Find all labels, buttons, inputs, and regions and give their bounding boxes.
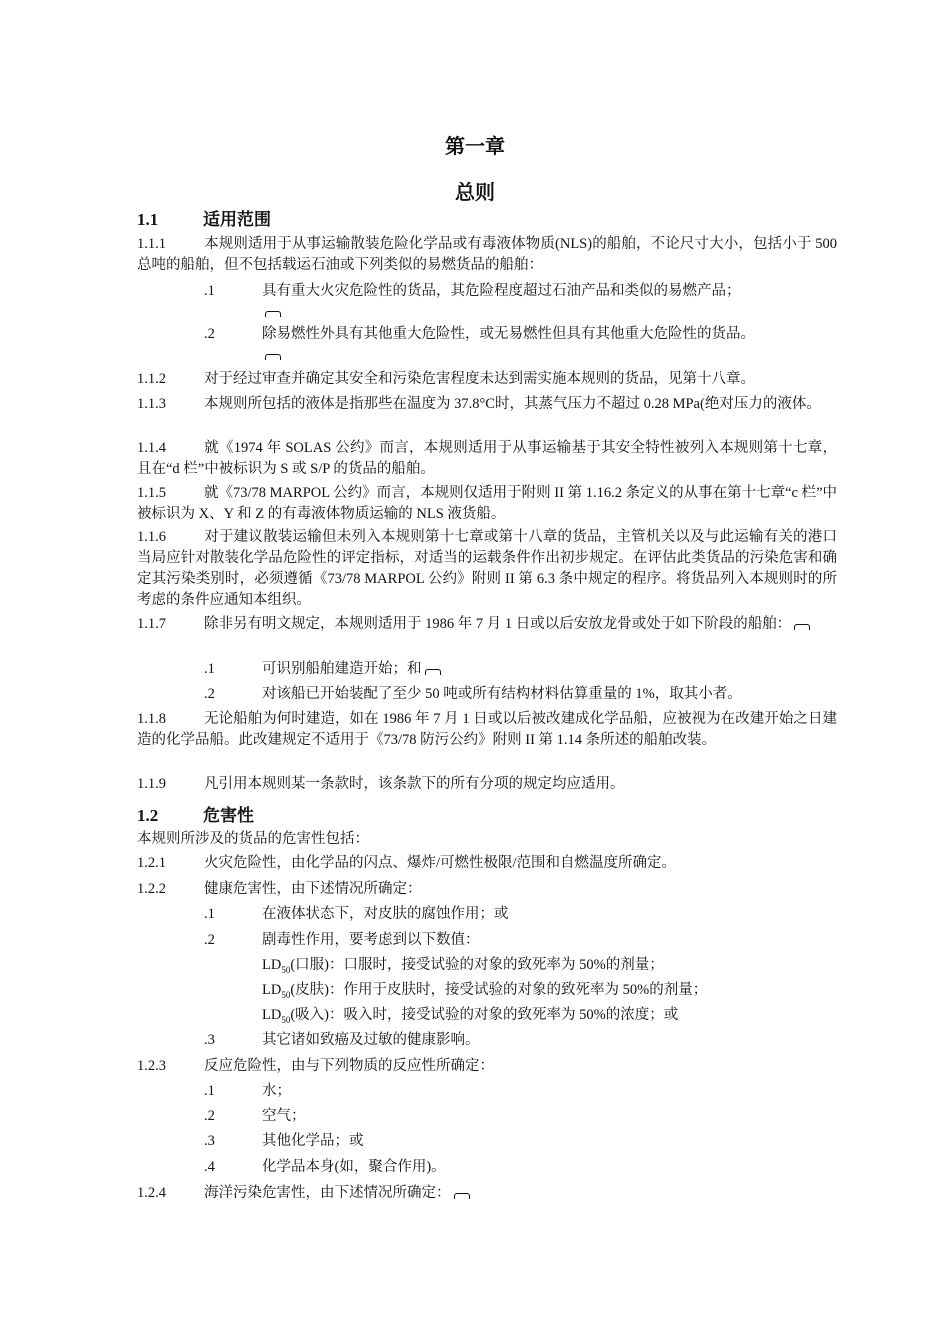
- ld-subscript: 50: [281, 964, 291, 975]
- section-1-1-heading: [137, 205, 271, 230]
- clause-number: 1.2.1: [137, 855, 166, 871]
- item-number: .3: [204, 1032, 215, 1048]
- item-number: .1: [204, 1083, 215, 1099]
- item-text: 其他化学品；或: [262, 1133, 364, 1149]
- item-text: 空气；: [262, 1108, 306, 1124]
- item-text: 其它诸如致癌及过敏的健康影响。: [262, 1032, 480, 1048]
- item-text: 剧毒性作用，要考虑到以下数值：: [262, 932, 480, 948]
- item-1-2-3-4: [204, 1157, 844, 1178]
- clause-1-1-7: [137, 614, 837, 635]
- ld-prefix: LD: [262, 982, 282, 998]
- item-1-2-3-1: [204, 1081, 844, 1102]
- clause-1-1-4: [137, 438, 837, 480]
- item-number: .2: [204, 1108, 215, 1124]
- item-text: 除易燃性外具有其他重大危险性，或无易燃性但具有其他重大危险性的货品。: [262, 326, 755, 342]
- clause-1-2-1: [137, 853, 837, 874]
- item-number: .1: [204, 661, 215, 677]
- item-text: 化学品本身(如，聚合作用)。: [262, 1159, 446, 1175]
- ld-subscript: 50: [281, 1014, 291, 1025]
- clause-1-1-3: [137, 394, 837, 415]
- item-text: 对该船已开始装配了至少 50 吨或所有结构材料估算重量的 1%，取其小者。: [262, 686, 742, 702]
- clause-1-1-1: [137, 234, 837, 276]
- ld-text: (皮肤)：作用于皮肤时，接受试验的对象的致死率为 50%的剂量；: [290, 982, 708, 998]
- item-number: .1: [204, 906, 215, 922]
- clause-number: 1.1.3: [137, 396, 166, 412]
- item-text: 在液体状态下，对皮肤的腐蚀作用；或: [262, 906, 509, 922]
- item-text: 具有重大火灾危险性的货品，其危险程度超过石油产品和类似的易燃产品；: [262, 283, 741, 299]
- item-1-1-7-2: [204, 684, 844, 705]
- clause-number: 1.2.2: [137, 881, 166, 897]
- clause-number: 1.1.7: [137, 616, 166, 632]
- revision-mark: [454, 1193, 470, 1199]
- clause-number: 1.1.4: [137, 440, 166, 456]
- section-number: 1.1: [137, 210, 159, 229]
- item-number: .2: [204, 686, 215, 702]
- clause-text: 对于经过审查并确定其安全和污染危害程度未达到需实施本规则的货品，见第十八章。: [204, 371, 755, 387]
- clause-number: 1.2.4: [137, 1185, 166, 1201]
- item-number: .2: [204, 326, 215, 342]
- item-text: 水；: [262, 1083, 291, 1099]
- clause-text: 无论船舶为何时建造，如在 1986 年 7 月 1 日或以后被改建成化学品船，应被视为在改建开始之日建造的化学品船。此改建规定不适用于《73/78 防污公约》附则 II 第 1.14 条所述的船舶改装。: [137, 711, 837, 748]
- clause-1-2-3: [137, 1056, 837, 1077]
- clause-text: 凡引用本规则某一条款时，该条款下的所有分项的规定均应适用。: [204, 776, 625, 792]
- item-1-2-2-3: [204, 1030, 844, 1051]
- item-1-1-1-1: [204, 281, 844, 302]
- item-1-2-3-2: [204, 1106, 844, 1127]
- chapter-heading: 第一章: [445, 134, 505, 158]
- clause-text: 海洋污染危害性，由下述情况所确定：: [204, 1185, 451, 1201]
- clause-number: 1.1.1: [137, 236, 166, 252]
- clause-text: 本规则适用于从事运输散装危险化学品或有毒液体物质(NLS)的船舶，不论尺寸大小，包括小于 500 总吨的船舶，但不包括载运石油或下列类似的易燃货品的船舶：: [137, 236, 837, 273]
- clause-number: 1.2.3: [137, 1058, 166, 1074]
- clause-text: 对于建议散装运输但未列入本规则第十七章或第十八章的货品，主管机关以及与此运输有关的港口当局应针对散装化学品危险性的评定指标，对适当的运载条件作出初步规定。在评估此类货品的污染危害和确定其污染类别时，必须遵循《73/78 MARPOL 公约》附则 II 第 6.3 条中规定的程序。将货品列入本规则时的所考虑的条件应通知本组织。: [137, 529, 837, 608]
- item-1-2-2-1: [204, 904, 844, 925]
- revision-mark: [265, 311, 281, 317]
- clause-1-2-4: [137, 1183, 837, 1204]
- item-number: .3: [204, 1133, 215, 1149]
- revision-mark: [794, 624, 810, 630]
- clause-number: 1.1.2: [137, 371, 166, 387]
- ld-subscript: 50: [281, 989, 291, 1000]
- clause-number: 1.1.9: [137, 776, 166, 792]
- clause-number: 1.1.6: [137, 529, 166, 545]
- ld-prefix: LD: [262, 1007, 282, 1023]
- ld50-oral: [262, 955, 822, 981]
- section-1-2-heading: [137, 801, 254, 826]
- chapter-title: 总则: [455, 180, 495, 204]
- revision-mark: [265, 354, 281, 360]
- section-title: 危害性: [203, 806, 254, 826]
- item-1-2-3-3: [204, 1131, 844, 1152]
- clause-1-1-9: [137, 774, 837, 795]
- clause-1-1-6: [137, 527, 837, 611]
- clause-text: 本规则所包括的液体是指那些在温度为 37.8°C时，其蒸气压力不超过 0.28 MPa(绝对压力的液体。: [204, 396, 821, 412]
- section-title: 适用范围: [203, 210, 271, 230]
- clause-text: 就《1974 年 SOLAS 公约》而言，本规则适用于从事运输基于其安全特性被列入本规则第十七章，且在“d 栏”中被标识为 S 或 S/P 的货品的船舶。: [137, 440, 837, 477]
- clause-number: 1.1.8: [137, 711, 166, 727]
- clause-text: 火灾危险性，由化学品的闪点、爆炸/可燃性极限/范围和自燃温度所确定。: [204, 855, 677, 871]
- clause-text: 除非另有明文规定，本规则适用于 1986 年 7 月 1 日或以后安放龙骨或处于如下阶段的船舶：: [204, 616, 792, 632]
- item-number: .1: [204, 283, 215, 299]
- clause-1-1-2: [137, 369, 837, 390]
- item-text: 可识别船舶建造开始；和: [262, 661, 422, 677]
- section-intro: 本规则所涉及的货品的危害性包括：: [137, 831, 369, 847]
- clause-text: 健康危害性，由下述情况所确定：: [204, 881, 422, 897]
- clause-text: 反应危险性，由与下列物质的反应性所确定：: [204, 1058, 494, 1074]
- item-1-1-1-2: [204, 324, 844, 345]
- item-number: .2: [204, 932, 215, 948]
- ld-text: (吸入)：吸入时，接受试验的对象的致死率为 50%的浓度；或: [290, 1007, 679, 1023]
- ld50-inhalation: [262, 1005, 822, 1031]
- clause-text: 就《73/78 MARPOL 公约》而言，本规则仅适用于附则 II 第 1.16.2 条定义的从事在第十七章“c 栏”中被标识为 X、Y 和 Z 的有毒液体物质运输的 NLS 液货船。: [137, 485, 838, 522]
- item-1-1-7-1: [204, 659, 844, 680]
- revision-mark: [425, 669, 441, 675]
- item-1-2-2-2: [204, 930, 844, 951]
- ld-prefix: LD: [262, 957, 282, 973]
- ld-text: (口服)：口服时，接受试验的对象的致死率为 50%的剂量；: [290, 957, 664, 973]
- clause-1-2-2: [137, 879, 837, 900]
- item-number: .4: [204, 1159, 215, 1175]
- section-number: 1.2: [137, 806, 159, 825]
- ld50-skin: [262, 980, 822, 1006]
- clause-1-1-5: [137, 483, 837, 525]
- clause-1-1-8: [137, 709, 837, 751]
- clause-number: 1.1.5: [137, 485, 166, 501]
